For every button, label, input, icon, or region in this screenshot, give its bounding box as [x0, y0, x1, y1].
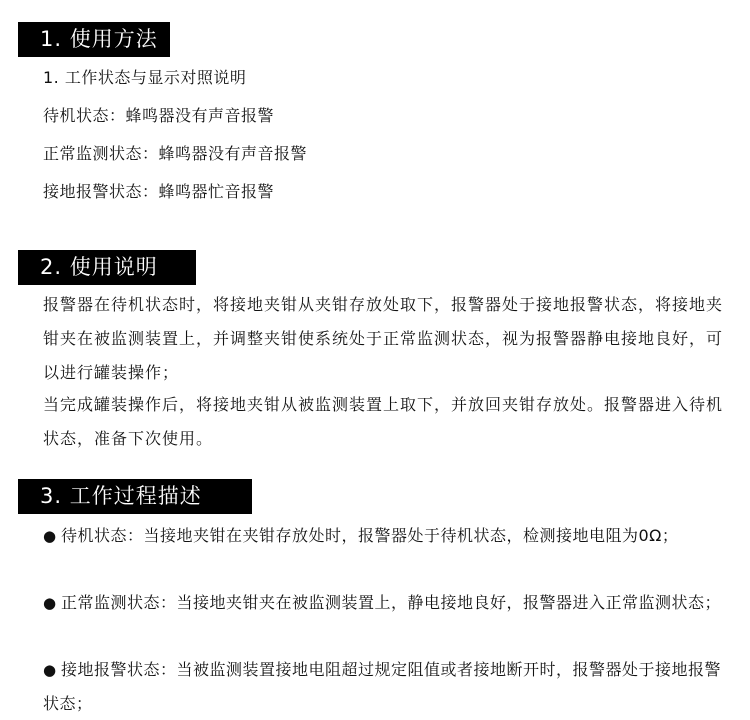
section-heading-instructions: 2. 使用说明: [18, 250, 196, 285]
bullet-icon: ●: [43, 594, 57, 612]
bullet-icon: ●: [43, 661, 57, 679]
process-item-text: 正常监测状态：当接地夹钳夹在被监测装置上，静电接地良好，报警器进入正常监测状态；: [61, 593, 722, 612]
process-item-ground-alarm: [43, 653, 723, 720]
instructions-paragraph-2: 当完成罐装操作后，将接地夹钳从被监测装置上取下，并放回夹钳存放处。报警器进入待机状态，准备下次使用。: [43, 395, 724, 448]
process-item-text: 接地报警状态：当被监测装置接地电阻超过规定阻值或者接地断开时，报警器处于接地报警状态；: [43, 660, 722, 713]
usage-line-3: 正常监测状态：蜂鸣器没有声音报警: [43, 144, 308, 163]
usage-line-2: 待机状态：蜂鸣器没有声音报警: [43, 106, 275, 125]
section-heading-work-process: 3. 工作过程描述: [18, 479, 252, 514]
process-item-text: 待机状态：当接地夹钳在夹钳存放处时，报警器处于待机状态，检测接地电阻为0Ω；: [61, 526, 679, 545]
process-item-standby: [43, 519, 723, 553]
section-heading-usage-method: 1. 使用方法: [18, 22, 170, 57]
usage-line-4: 接地报警状态：蜂鸣器忙音报警: [43, 182, 275, 201]
process-item-normal-monitoring: [43, 586, 723, 620]
usage-line-1: 1. 工作状态与显示对照说明: [43, 68, 247, 87]
bullet-icon: ●: [43, 527, 57, 545]
instructions-paragraph-1: 报警器在待机状态时，将接地夹钳从夹钳存放处取下，报警器处于接地报警状态，将接地夹钳夹在被监测装置上，并调整夹钳使系统处于正常监测状态，视为报警器静电接地良好，可以进行罐装操作；: [43, 295, 724, 382]
